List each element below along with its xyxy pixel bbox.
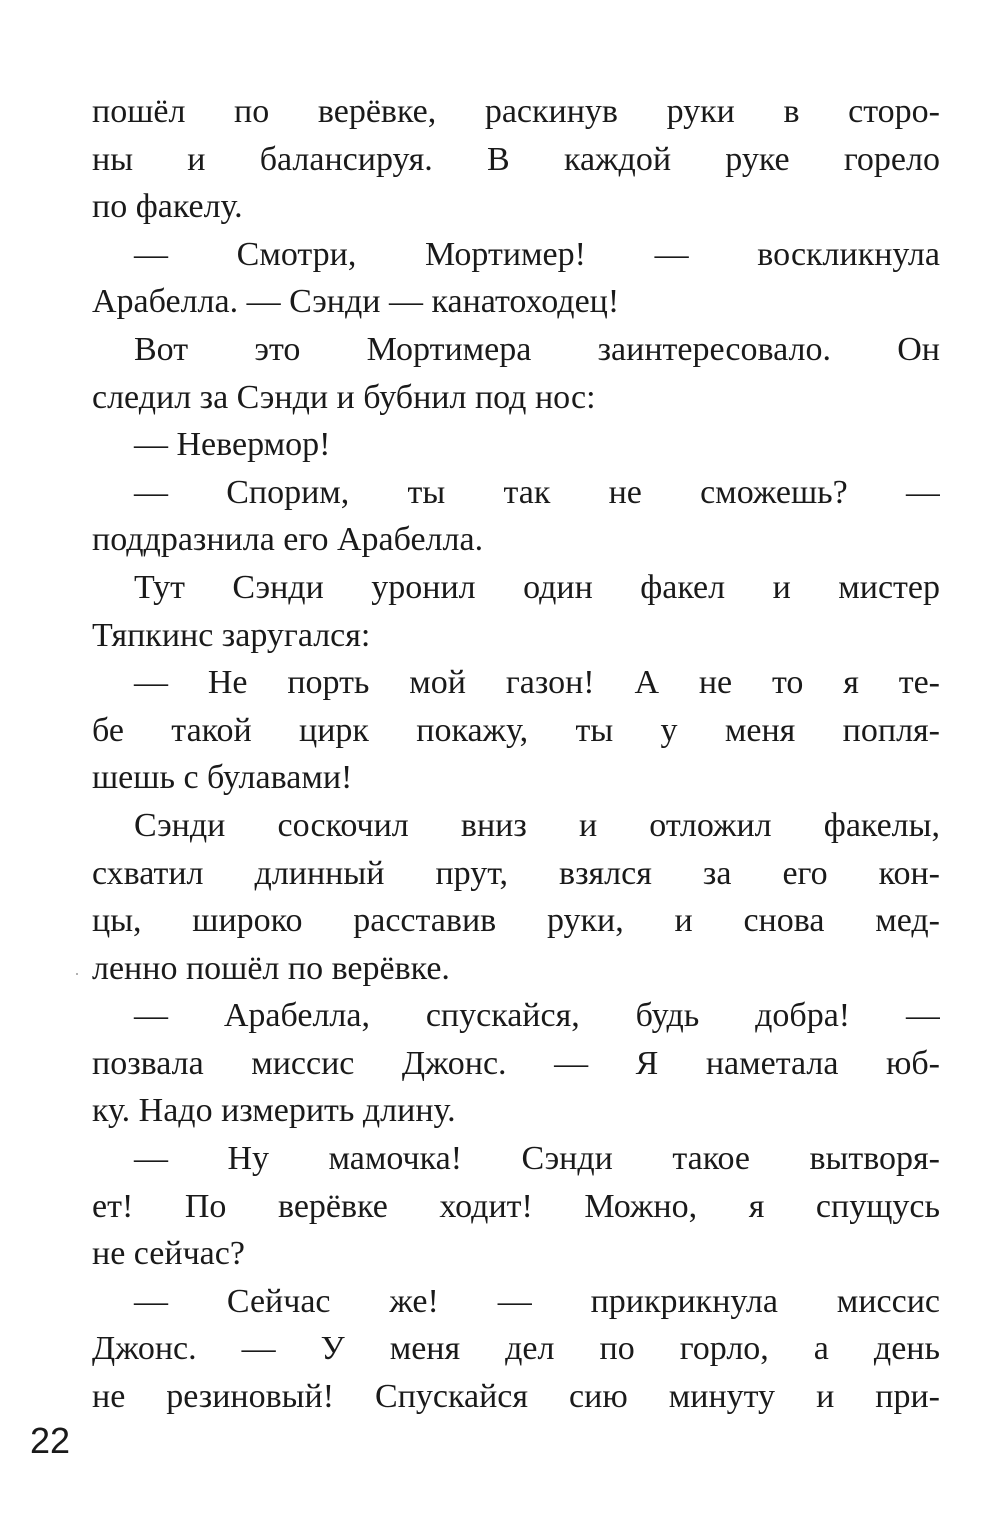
text-line: ны и балансируя. В каждой руке горело	[92, 140, 940, 178]
paper-speck	[76, 973, 78, 975]
text-line: — Спорим, ты так не сможешь? —	[134, 473, 940, 511]
body-text	[92, 88, 940, 1421]
text-line: не резиновый! Спускайся сию минуту и при-	[92, 1378, 940, 1416]
text-line: пошёл по верёвке, раскинув руки в сторо-	[92, 93, 940, 130]
page-number: 22	[30, 1420, 71, 1461]
text-line: Сэнди соскочил вниз и отложил факелы,	[134, 806, 940, 844]
text-line: ет! По верёвке ходит! Можно, я спущусь	[92, 1187, 940, 1225]
text-line: ленно пошёл по верёвке.	[92, 949, 450, 987]
text-line: Тяпкинс заругался:	[92, 616, 371, 654]
text-line: ку. Надо измерить длину.	[92, 1092, 456, 1130]
text-line: — Не порть мой газон! А не то я те-	[134, 664, 940, 702]
text-line: — Сейчас же! — прикрикнула миссис	[134, 1282, 940, 1320]
text-line: бе такой цирк покажу, ты у меня попля-	[92, 711, 940, 749]
text-line: схватил длинный прут, взялся за его кон-	[92, 854, 940, 892]
text-line: Джонс. — У меня дел по горло, а день	[92, 1330, 940, 1368]
text-line: не сейчас?	[92, 1235, 245, 1273]
text-line: по факелу.	[92, 188, 243, 226]
text-line: Вот это Мортимера заинтересовало. Он	[134, 330, 940, 368]
text-line: — Невермор!	[134, 426, 331, 464]
text-line: шешь с булавами!	[92, 759, 353, 797]
text-line: — Ну мамочка! Сэнди такое вытворя-	[134, 1140, 940, 1178]
text-line: — Смотри, Мортимер! — воскликнула	[134, 235, 940, 273]
text-line: — Арабелла, спускайся, будь добра! —	[134, 997, 940, 1035]
text-line: позвала миссис Джонс. — Я наметала юб-	[92, 1044, 940, 1082]
text-line: цы, широко расставив руки, и снова мед-	[92, 902, 940, 940]
text-line: поддразнила его Арабелла.	[92, 521, 484, 559]
text-line: следил за Сэнди и бубнил под нос:	[92, 378, 596, 416]
text-line: Арабелла. — Сэнди — канатоходец!	[92, 283, 620, 321]
text-line: Тут Сэнди уронил один факел и мистер	[134, 568, 940, 606]
